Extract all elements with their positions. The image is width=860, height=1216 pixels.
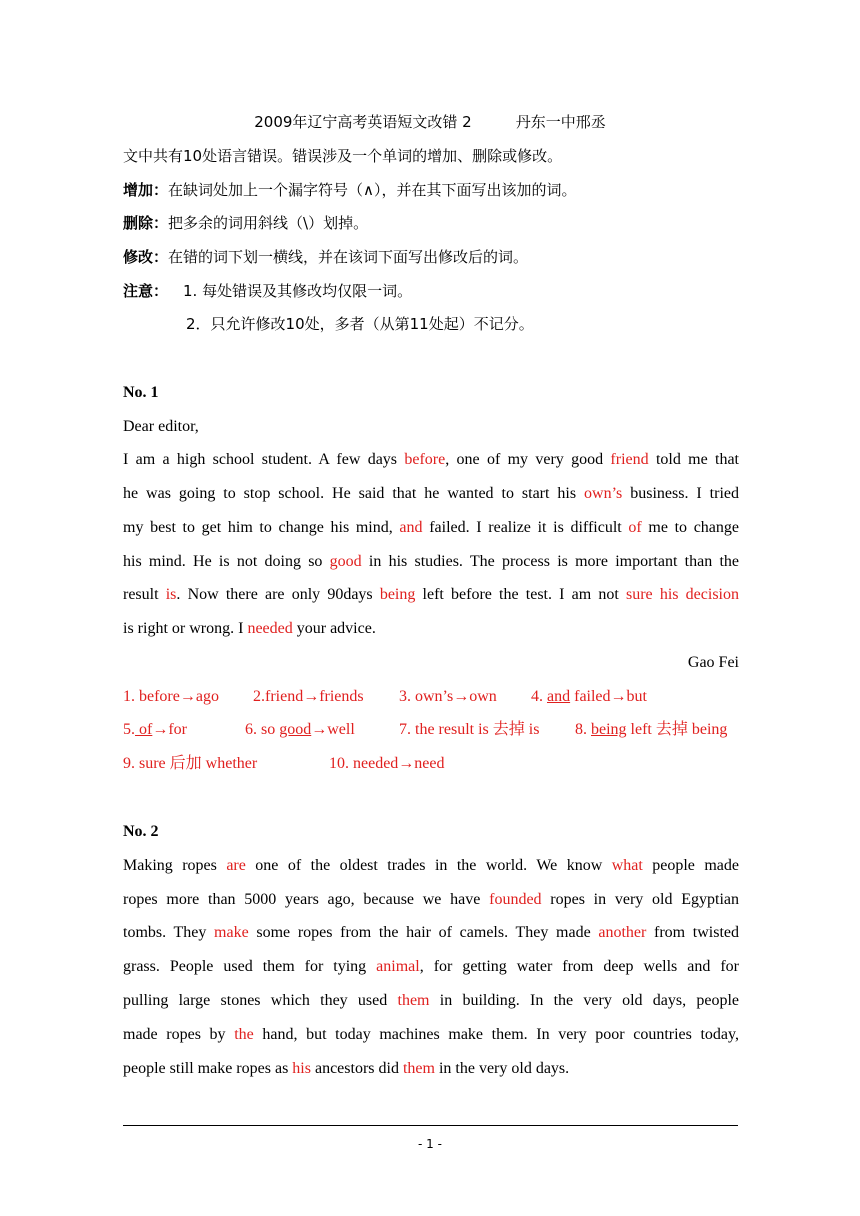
error-word: being [379,586,416,603]
text-fragment: and [547,688,571,705]
passage1-line-2 [123,483,739,505]
passage2-line-4 [123,956,739,978]
text-fragment: 6. so [245,721,280,738]
text-fragment: ancestors did [310,1060,403,1077]
text-fragment: being [591,721,627,738]
error-word: good [329,553,362,570]
text-fragment: , one of my very good [445,451,611,468]
error-word: friend [610,451,649,468]
text-fragment: some ropes from the hair of camels. They made [248,924,599,941]
passage1-line-1 [123,449,739,471]
instruction-add [123,179,739,201]
instruction-modify [123,246,739,268]
footer-rule [123,1125,738,1126]
text-fragment: left before the test. I am not [415,586,626,603]
passage2-line-3 [123,922,739,944]
error-word: is [165,586,177,603]
error-word: are [226,857,246,874]
text-fragment: made ropes by [123,1026,235,1043]
section-heading-2: No. 2 [123,823,159,840]
answer-3: 3. own’s→own [399,688,497,705]
error-word: before [404,451,446,468]
title-author: 丹东一中邢丞 [515,113,606,131]
answer-6 [245,719,355,741]
text-fragment: of [135,721,153,738]
passage2-line-5 [123,990,739,1012]
text-fragment: . Now there are only 90days [176,586,380,603]
error-word: another [598,924,647,941]
text-fragment: failed. I realize it is difficult [422,519,629,536]
text-fragment: people still make ropes as [123,1060,293,1077]
modify-text: 在错的词下划一横线，并在该词下面写出修改后的词。 [168,248,529,266]
answer-10: 10. needed→need [329,755,445,772]
passage1-line-4 [123,551,739,573]
text-fragment: in the very old days. [434,1060,570,1077]
error-word: his [292,1060,311,1077]
passage2-line-1 [123,855,739,877]
instruction-intro: 文中共有10处语言错误。错误涉及一个单词的增加、删除或修改。 [123,147,563,165]
text-fragment: ropes more than 5000 years ago, because we have [123,891,490,908]
error-word: needed [247,620,293,637]
passage1-line-6 [123,618,739,640]
note-label: 注意： [123,282,169,300]
text-fragment: in building. In the very old days, people [429,992,739,1009]
answer-4 [531,686,647,708]
answer-9: 9. sure 后加 whether [123,755,258,772]
error-word: sure his decision [626,586,739,603]
text-fragment: hand, but today machines make them. In very poor countries today, [253,1026,739,1043]
text-fragment: people made [642,857,740,874]
add-label: 增加： [123,181,169,199]
error-word: them [402,1060,435,1077]
error-word: founded [489,891,542,908]
text-fragment: result [123,586,166,603]
passage1-line-3 [123,517,739,539]
delete-label: 删除： [123,214,169,232]
text-fragment: grass. People used them for tying [123,958,377,975]
error-word: of [628,519,642,536]
delete-text: 把多余的词用斜线（\）划掉。 [168,214,369,232]
text-fragment: pulling large stones which they used [123,992,398,1009]
modify-label: 修改： [123,248,169,266]
text-fragment: told me that [648,451,740,468]
text-fragment: his mind. He is not doing so [123,553,330,570]
text-fragment: in his studies. The process is more important than the [361,553,739,570]
text-fragment: business. I tried [622,485,739,502]
text-fragment: from twisted [646,924,740,941]
error-word: the [234,1026,254,1043]
text-fragment: left 去掉 being [626,721,728,738]
text-fragment: 4. [531,688,547,705]
passage2-line-2 [123,889,739,911]
answer-8 [575,719,727,741]
text-fragment: failed→but [570,688,647,705]
text-fragment: he was going to stop school. He said that he wanted to start his [123,485,585,502]
note-2: 2．只允许修改10处，多者（从第11处起）不记分。 [186,315,534,333]
passage2-line-7 [123,1058,739,1080]
error-word: animal [376,958,420,975]
error-word: what [611,857,643,874]
title-main: 2009年辽宁高考英语短文改错 2 [254,113,472,131]
error-word: and [399,519,423,536]
error-word: own’s [584,485,623,502]
text-fragment: me to change [641,519,740,536]
text-fragment: 8. [575,721,591,738]
answer-5 [123,719,187,741]
text-fragment: your advice. [292,620,376,637]
text-fragment: is right or wrong. I [123,620,248,637]
passage1-line-5 [123,584,739,606]
text-fragment: tombs. They [123,924,215,941]
instruction-delete [123,212,739,234]
passage2-line-6 [123,1024,739,1046]
page-number: - 1 - [418,1137,442,1151]
text-fragment: ropes in very old Egyptian [541,891,739,908]
text-fragment: I am a high school student. A few days [123,451,405,468]
document-title [0,111,860,133]
text-fragment: →for [152,721,187,738]
answer-2: 2.friend→friends [253,688,364,705]
error-word: them [397,992,430,1009]
text-fragment: 5. [123,721,135,738]
add-text: 在缺词处加上一个漏字符号（∧），并在其下面写出该加的词。 [168,181,577,199]
text-fragment: Making ropes [123,857,227,874]
note-1: 1. 每处错误及其修改均仅限一词。 [183,282,413,300]
letter-greeting: Dear editor, [123,418,199,435]
error-word: make [214,924,249,941]
text-fragment: one of the oldest trades in the world. We know [245,857,612,874]
answer-1: 1. before→ago [123,688,219,705]
text-fragment: , for getting water from deep wells and for [419,958,740,975]
text-fragment: good [279,721,312,738]
section-heading-1: No. 1 [123,384,159,401]
text-fragment: →well [311,721,355,738]
instruction-note [123,280,739,302]
answer-7: 7. the result is 去掉 is [399,721,540,738]
signature: Gao Fei [687,654,739,671]
text-fragment: my best to get him to change his mind, [123,519,400,536]
